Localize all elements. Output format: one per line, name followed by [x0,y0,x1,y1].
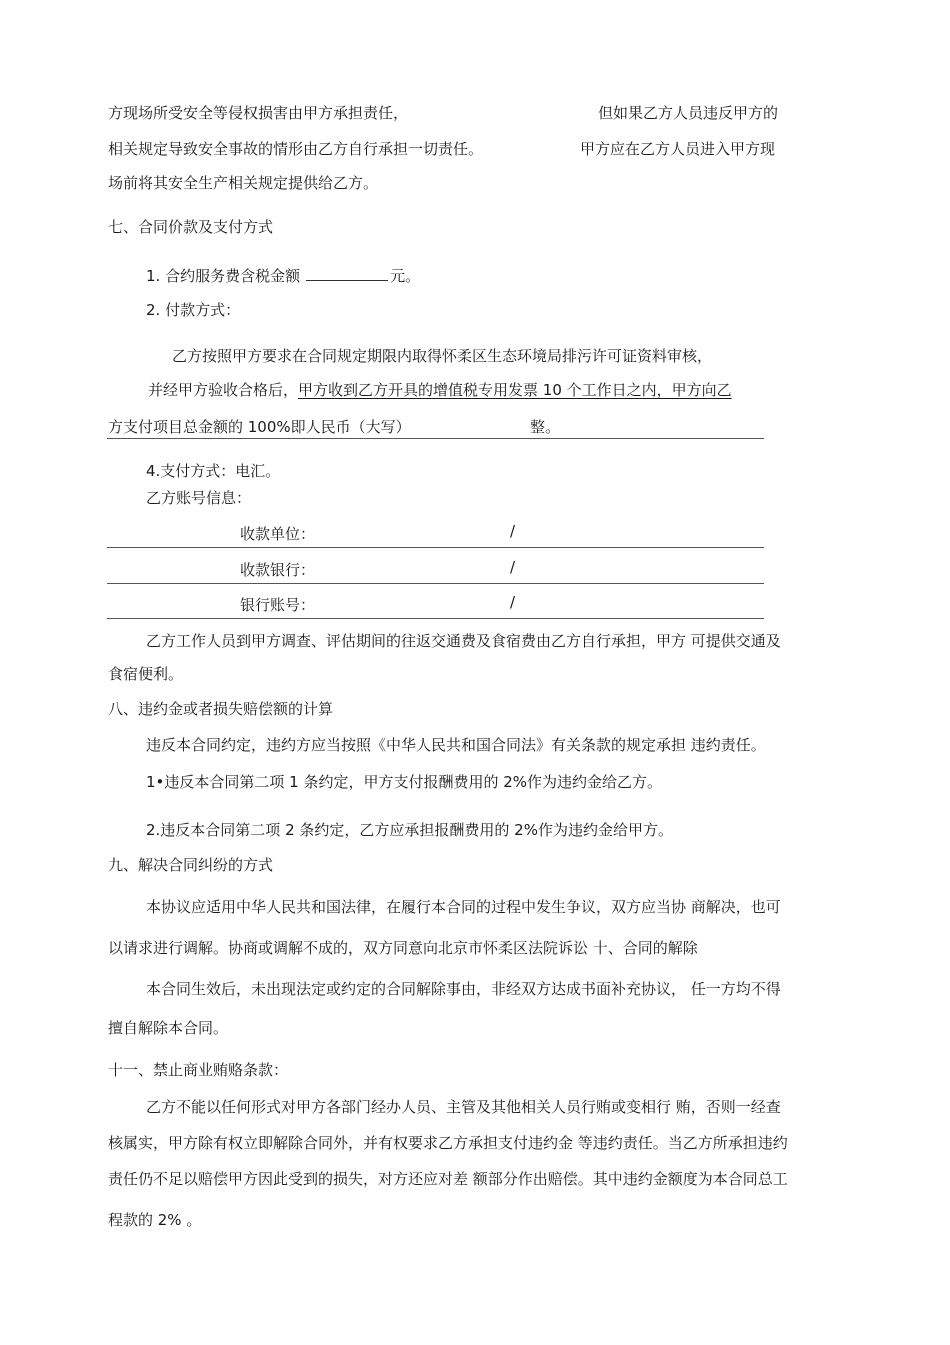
section-9-heading: 九、解决合同纠纷的方式 [108,856,274,874]
account-unit-label: 收款单位： [240,525,316,543]
p6-line1b: 但如果乙方人员违反甲方的 [598,104,779,122]
item-1-label: 1. 合约服务费含税金额 [146,267,301,285]
account-info-title: 乙方账号信息： [146,489,252,507]
payment-underline [107,438,764,439]
section-11-heading: 十一、禁止商业贿赂条款： [108,1061,289,1079]
item-2: 2. 付款方式： [146,301,241,319]
dispute-line2: 以请求进行调解。协商或调解不成的，双方同意向北京市怀柔区法院诉讼 十、合同的解除 [108,939,698,957]
account-unit-value: / [510,522,516,540]
section-8-heading: 八、违约金或者损失赔偿额的计算 [108,700,334,718]
payment-line3b: 整。 [530,418,561,436]
item-1-unit: 元。 [390,267,421,285]
account-bank-label: 收款银行： [240,561,316,579]
breach-item-2: 2.违反本合同第二项 2 条约定，乙方应承担报酬费用的 2%作为违约金给甲方。 [146,821,673,839]
account-number-value: / [510,593,516,611]
termination-line1: 本合同生效后，未出现法定或约定的合同解除事由，非经双方达成书面补充协议， 任一方均不得 [146,980,781,998]
item-1 [146,266,420,286]
p6-line2a: 相关规定导致安全事故的情形由乙方自行承担一切责任。 [108,140,484,158]
bribery-line4: 程款的 2% 。 [108,1211,202,1229]
p6-line3: 场前将其安全生产相关规定提供给乙方。 [108,174,379,192]
section-7-heading: 七、合同价款及支付方式 [108,218,274,236]
amount-blank [306,266,388,281]
payment-line2-lead: 并经甲方验收合格后， [148,381,299,399]
account-bank-value: / [510,558,516,576]
account-row-divider [107,547,764,548]
breach-intro: 违反本合同约定，违约方应当按照《中华人民共和国合同法》有关条款的规定承担 违约责任。 [146,736,766,754]
dispute-line1: 本协议应适用中华人民共和国法律，在履行本合同的过程中发生争议，双方应当协 商解决，也可 [146,898,781,916]
payment-line1: 乙方按照甲方要求在合同规定期限内取得怀柔区生态环境局排污许可证资料审核， [172,347,713,365]
breach-item-1: 1•违反本合同第二项 1 条约定，甲方支付报酬费用的 2%作为违约金给乙方。 [146,773,663,791]
account-row-divider [107,583,764,584]
payment-line3a: 方支付项目总金额的 100%即人民币（大写） [108,418,411,436]
bribery-line1: 乙方不能以任何形式对甲方各部门经办人员、主管及其他相关人员行贿或变相行 贿，否则一经查 [146,1098,781,1116]
account-number-label: 银行账号： [240,596,316,614]
travel-line1: 乙方工作人员到甲方调查、评估期间的往返交通费及食宿费由乙方自行承担，甲方 可提供交通及 [146,632,781,650]
p6-line2b: 甲方应在乙方人员进入甲方现 [580,140,776,158]
payment-terms-underlined: 甲方收到乙方开具的增值税专用发票 10 个工作日之内，甲方向乙 [298,381,732,399]
p6-line1a: 方现场所受安全等侵权损害由甲方承担责任， [108,104,409,122]
item-4: 4.支付方式：电汇。 [146,462,281,480]
termination-line2: 擅自解除本合同。 [108,1019,229,1037]
travel-line2: 食宿便利。 [108,665,184,683]
bribery-line3: 责任仍不足以赔偿甲方因此受到的损失，对方还应对差 额部分作出赔偿。其中违约金额度为本合同总工 [108,1170,788,1188]
payment-line2 [148,380,732,400]
account-row-divider [107,618,764,619]
bribery-line2: 核属实，甲方除有权立即解除合同外，并有权要求乙方承担支付违约金 等违约责任。当乙方所承担违约 [108,1134,788,1152]
